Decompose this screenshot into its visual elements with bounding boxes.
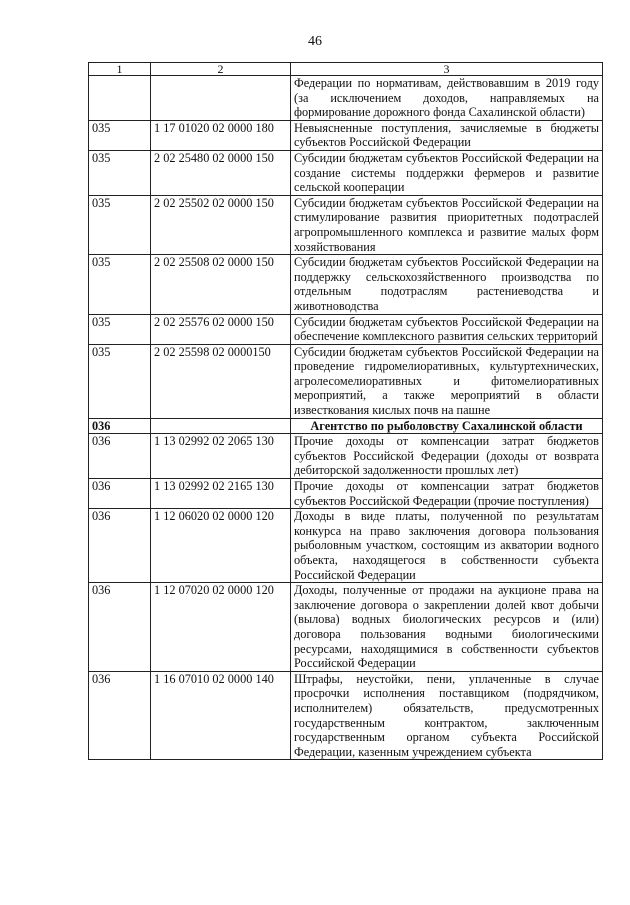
budget-code-cell: 2 02 25502 02 0000 150 — [151, 195, 291, 254]
budget-code-cell: 2 02 25576 02 0000 150 — [151, 314, 291, 344]
revenue-name-cell: Невыясненные поступления, зачисляемые в бюджеты субъектов Российской Федерации — [291, 120, 603, 150]
budget-code-cell — [151, 418, 291, 434]
table-row — [89, 76, 603, 121]
table-row — [89, 120, 603, 150]
budget-code-cell — [151, 76, 291, 121]
table-row — [89, 150, 603, 195]
revenue-classification-table — [88, 62, 603, 760]
admin-code-cell — [89, 76, 151, 121]
revenue-name-cell: Прочие доходы от компенсации затрат бюджетов субъектов Российской Федерации (доходы от возврата дебиторской задолженности прошлых лет) — [291, 434, 603, 479]
budget-code-cell: 1 17 01020 02 0000 180 — [151, 120, 291, 150]
table-row — [89, 314, 603, 344]
revenue-name-cell: Прочие доходы от компенсации затрат бюджетов субъектов Российской Федерации (прочие поступления) — [291, 479, 603, 509]
budget-code-cell: 1 12 07020 02 0000 120 — [151, 583, 291, 672]
admin-code-cell: 036 — [89, 434, 151, 479]
admin-code-cell: 035 — [89, 195, 151, 254]
revenue-name-cell: Федерации по нормативам, действовавшим в 2019 году (за исключением доходов, направляемых на формирование дорожного фонда Сахалинской области) — [291, 76, 603, 121]
budget-code-cell: 1 13 02992 02 2065 130 — [151, 434, 291, 479]
admin-code-cell: 036 — [89, 418, 151, 434]
header-col-3: 3 — [291, 63, 603, 76]
budget-code-cell: 1 16 07010 02 0000 140 — [151, 671, 291, 760]
revenue-name-cell: Субсидии бюджетам субъектов Российской Федерации на поддержку сельскохозяйственного производства по отдельным подотраслям растениеводства и животноводства — [291, 255, 603, 314]
revenue-name-cell: Субсидии бюджетам субъектов Российской Федерации на проведение гидромелиоративных, культуртехнических, агролесомелиоративных и фитомелиоративных мероприятий, а также мероприятий в области известкования кислых почв на пашне — [291, 344, 603, 418]
table-row — [89, 434, 603, 479]
table-row — [89, 344, 603, 418]
admin-code-cell: 035 — [89, 150, 151, 195]
table-row — [89, 583, 603, 672]
admin-code-cell: 035 — [89, 314, 151, 344]
admin-code-cell: 036 — [89, 583, 151, 672]
table-row-section-title — [89, 418, 603, 434]
admin-code-cell: 036 — [89, 479, 151, 509]
budget-code-cell: 2 02 25508 02 0000 150 — [151, 255, 291, 314]
table-row — [89, 255, 603, 314]
budget-code-cell: 2 02 25480 02 0000 150 — [151, 150, 291, 195]
revenue-name-cell: Доходы в виде платы, полученной по результатам конкурса на право заключения договора пользования рыболовным участком, состоящим из акватории водного объекта, находящегося в собственности субъекта Российской Федерации — [291, 509, 603, 583]
budget-code-cell: 2 02 25598 02 0000150 — [151, 344, 291, 418]
table-row — [89, 671, 603, 760]
table-row — [89, 195, 603, 254]
budget-code-cell: 1 12 06020 02 0000 120 — [151, 509, 291, 583]
revenue-name-cell: Субсидии бюджетам субъектов Российской Федерации на стимулирование развития приоритетных подотраслей агропромышленного комплекса и развитие малых форм хозяйствования — [291, 195, 603, 254]
revenue-name-cell: Штрафы, неустойки, пени, уплаченные в случае просрочки исполнения поставщиком (подрядчиком, исполнителем) обязательств, предусмотренных государственным контрактом, заключенным государственным органом субъекта Российской Федерации, казенным учреждением субъекта — [291, 671, 603, 760]
table-row — [89, 509, 603, 583]
admin-code-cell: 036 — [89, 671, 151, 760]
table-row — [89, 479, 603, 509]
revenue-name-cell: Субсидии бюджетам субъектов Российской Федерации на создание системы поддержки фермеров и развитие сельской кооперации — [291, 150, 603, 195]
revenue-name-cell: Субсидии бюджетам субъектов Российской Федерации на обеспечение комплексного развития сельских территорий — [291, 314, 603, 344]
page-number: 46 — [308, 34, 322, 49]
admin-code-cell: 035 — [89, 255, 151, 314]
revenue-name-cell: Доходы, полученные от продажи на аукционе права на заключение договора о закреплении долей квот добычи (вылова) водных биологических ресурсов и (или) договора пользования водными биологическими ресурсами, находящимися в собственности субъектов Российской Федерации — [291, 583, 603, 672]
admin-code-cell: 035 — [89, 120, 151, 150]
table-header-row — [89, 63, 603, 76]
agency-title-cell: Агентство по рыболовству Сахалинской области — [291, 418, 603, 434]
admin-code-cell: 036 — [89, 509, 151, 583]
header-col-2: 2 — [151, 63, 291, 76]
admin-code-cell: 035 — [89, 344, 151, 418]
budget-code-cell: 1 13 02992 02 2165 130 — [151, 479, 291, 509]
header-col-1: 1 — [89, 63, 151, 76]
